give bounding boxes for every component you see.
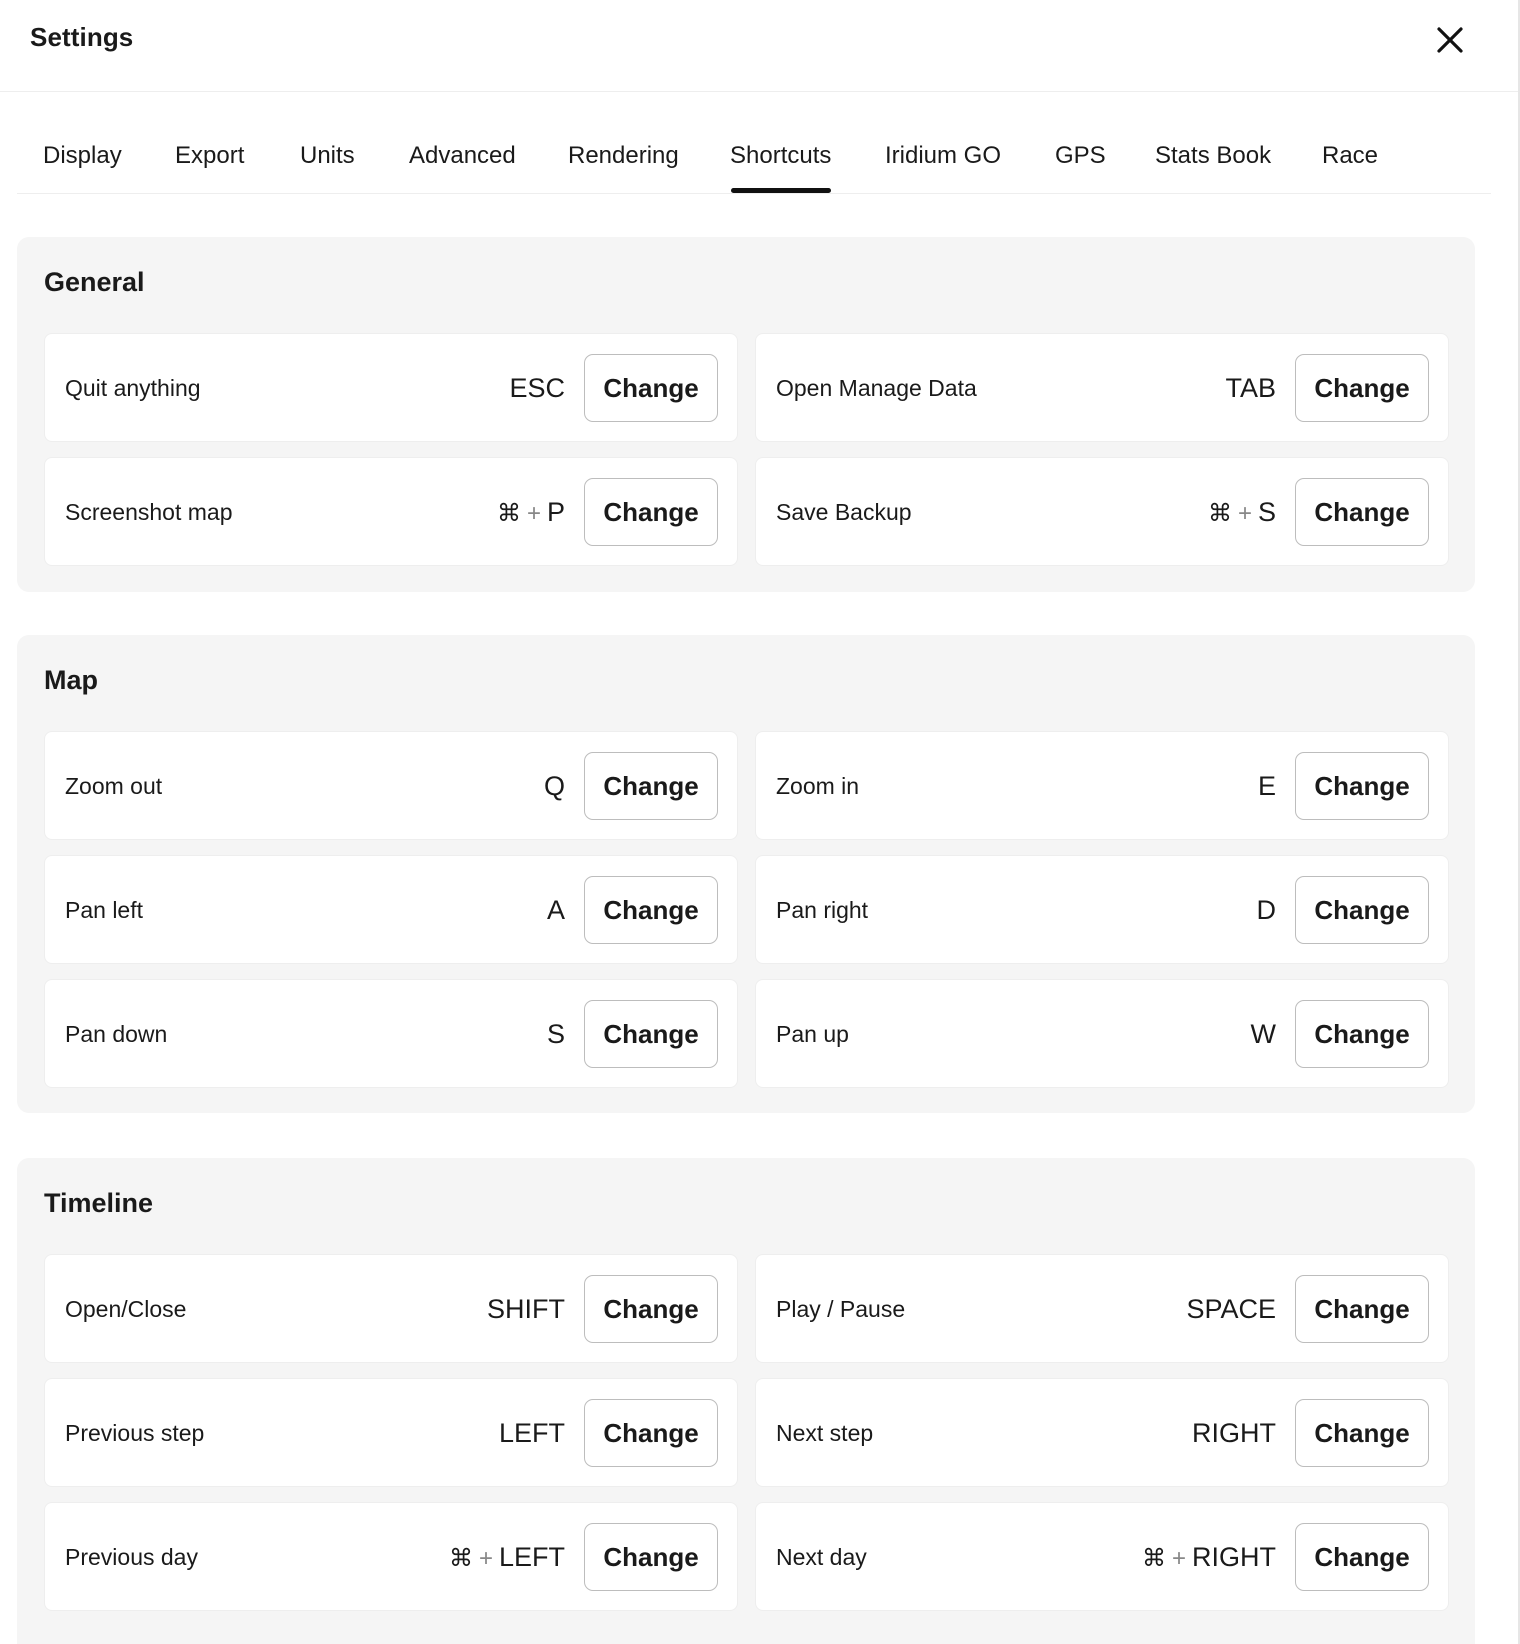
shortcut-row (755, 457, 1449, 566)
change-button[interactable]: Change (1295, 1275, 1429, 1343)
section-title: Map (44, 665, 98, 695)
shortcut-key-value: RIGHT (1192, 1542, 1276, 1572)
command-key-icon: ⌘ (496, 500, 521, 527)
shortcut-label: Pan right (776, 897, 869, 923)
shortcut-row (755, 1378, 1449, 1487)
section-title: General (44, 267, 145, 297)
active-tab-indicator (731, 188, 831, 193)
shortcut-key (544, 732, 565, 841)
command-key-icon: ⌘ (1207, 500, 1232, 527)
settings-header (0, 0, 1518, 92)
change-button[interactable]: Change (584, 1399, 718, 1467)
shortcut-label: Pan down (65, 1021, 168, 1047)
plus-sign: + (1171, 1545, 1186, 1572)
shortcut-label: Open Manage Data (776, 375, 977, 401)
shortcut-key-value: TAB (1225, 373, 1276, 403)
shortcut-row (44, 979, 738, 1088)
shortcut-key (1142, 1503, 1276, 1612)
command-key-icon: ⌘ (1141, 1545, 1166, 1572)
command-key-icon: ⌘ (448, 1545, 473, 1572)
shortcut-row (755, 1502, 1449, 1611)
shortcut-label: Zoom in (776, 773, 860, 799)
shortcut-key-value: P (546, 497, 565, 527)
shortcut-row (44, 1378, 738, 1487)
shortcut-key (547, 856, 565, 965)
tab-iridium-go[interactable]: Iridium GO (885, 142, 1002, 169)
shortcut-key (1186, 1255, 1276, 1364)
shortcut-key-value: LEFT (498, 1542, 565, 1572)
shortcut-row (755, 1254, 1449, 1363)
shortcut-key-value: RIGHT (1192, 1418, 1276, 1448)
section-title: Timeline (44, 1188, 154, 1218)
change-button[interactable]: Change (1295, 1523, 1429, 1591)
shortcut-key-value: S (546, 1019, 565, 1049)
change-button[interactable]: Change (584, 876, 718, 944)
shortcut-key-value: E (1257, 771, 1276, 801)
shortcut-key-value: SPACE (1186, 1294, 1276, 1324)
shortcut-key (449, 1503, 565, 1612)
shortcut-label: Play / Pause (776, 1296, 906, 1322)
change-button[interactable]: Change (1295, 478, 1429, 546)
shortcut-row (44, 333, 738, 442)
shortcut-row (755, 855, 1449, 964)
shortcut-label: Next step (776, 1420, 874, 1446)
tab-race[interactable]: Race (1322, 142, 1379, 169)
change-button[interactable]: Change (1295, 752, 1429, 820)
shortcut-key (547, 980, 565, 1089)
shortcut-label: Open/Close (65, 1296, 187, 1322)
shortcut-row (44, 457, 738, 566)
tab-export[interactable]: Export (175, 142, 245, 169)
tab-rendering[interactable]: Rendering (568, 142, 679, 169)
shortcut-label: Pan left (65, 897, 143, 923)
shortcut-key-value: SHIFT (487, 1294, 565, 1324)
change-button[interactable]: Change (584, 1523, 718, 1591)
shortcut-label: Screenshot map (65, 499, 233, 525)
change-button[interactable]: Change (1295, 1399, 1429, 1467)
tab-advanced[interactable]: Advanced (409, 142, 516, 169)
tab-shortcuts[interactable]: Shortcuts (730, 142, 832, 169)
plus-sign: + (1237, 500, 1252, 527)
shortcut-key-value: ESC (509, 373, 565, 403)
tab-display[interactable]: Display (43, 142, 122, 169)
shortcut-row (755, 979, 1449, 1088)
shortcut-row (44, 855, 738, 964)
shortcut-key-value: D (1256, 895, 1276, 925)
shortcut-label: Previous step (65, 1420, 205, 1446)
shortcut-key (487, 1255, 565, 1364)
shortcut-row (755, 731, 1449, 840)
shortcut-row (44, 1254, 738, 1363)
close-button[interactable] (1432, 22, 1468, 58)
change-button[interactable]: Change (584, 752, 718, 820)
shortcut-key-value: A (546, 895, 565, 925)
page-title: Settings (30, 22, 134, 52)
shortcut-label: Pan up (776, 1021, 849, 1047)
tab-stats-book[interactable]: Stats Book (1155, 142, 1272, 169)
shortcut-key-value: Q (543, 771, 565, 801)
shortcut-label: Save Backup (776, 499, 912, 525)
shortcut-key (1251, 980, 1276, 1089)
change-button[interactable]: Change (584, 1000, 718, 1068)
change-button[interactable]: Change (1295, 354, 1429, 422)
change-button[interactable]: Change (1295, 876, 1429, 944)
shortcut-key (1192, 1379, 1276, 1488)
shortcut-row (755, 333, 1449, 442)
shortcut-key (499, 1379, 565, 1488)
change-button[interactable]: Change (1295, 1000, 1429, 1068)
section-map (17, 635, 1475, 1113)
shortcut-label: Quit anything (65, 375, 201, 401)
plus-sign: + (526, 500, 541, 527)
change-button[interactable]: Change (584, 1275, 718, 1343)
section-general (17, 237, 1475, 592)
change-button[interactable]: Change (584, 478, 718, 546)
tab-gps[interactable]: GPS (1055, 142, 1106, 169)
close-icon (1432, 22, 1468, 58)
shortcut-key (509, 334, 565, 443)
shortcut-key-value: W (1250, 1019, 1276, 1049)
shortcut-label: Next day (776, 1544, 867, 1570)
shortcut-key-value: LEFT (498, 1418, 565, 1448)
shortcut-row (44, 1502, 738, 1611)
shortcut-key (1257, 856, 1277, 965)
shortcut-row (44, 731, 738, 840)
plus-sign: + (478, 1545, 493, 1572)
settings-tabs (17, 92, 1491, 194)
shortcut-label: Zoom out (65, 773, 163, 799)
shortcut-key-value: S (1257, 497, 1276, 527)
shortcut-key (1258, 732, 1276, 841)
shortcut-label: Previous day (65, 1544, 198, 1570)
tab-units[interactable]: Units (300, 142, 355, 169)
change-button[interactable]: Change (584, 354, 718, 422)
section-timeline (17, 1158, 1475, 1644)
shortcut-key (497, 458, 565, 567)
shortcut-key (1225, 334, 1276, 443)
shortcut-key (1208, 458, 1276, 567)
